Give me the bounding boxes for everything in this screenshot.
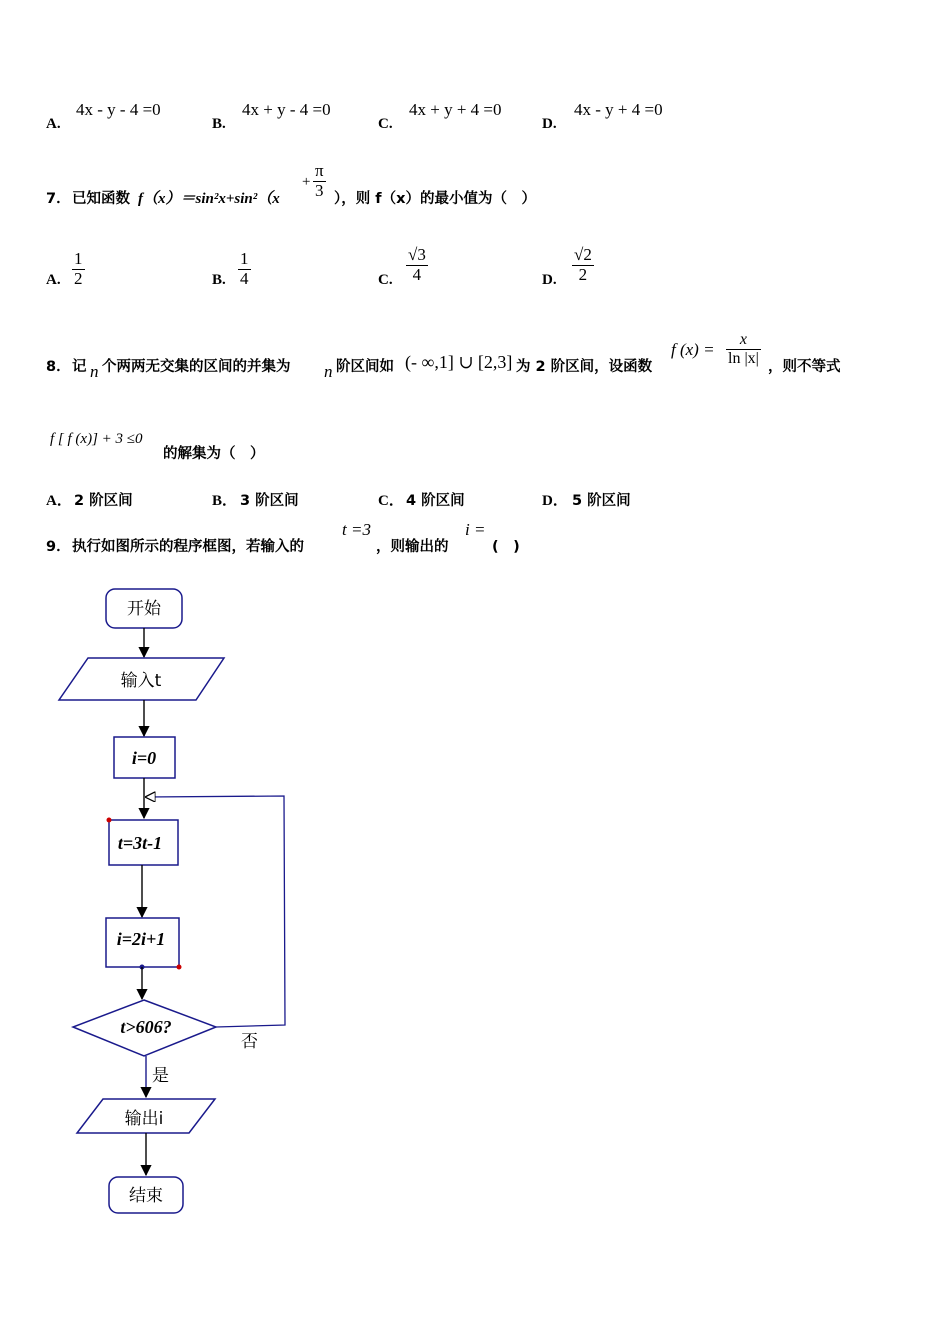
flow-dot-3 (177, 965, 182, 970)
q7-option-d-num: √2 (574, 245, 592, 264)
q6-option-c-label: C. (378, 116, 393, 132)
flow-input-text: 输入t (120, 671, 162, 691)
flow-condition-text: t>606? (120, 1017, 172, 1037)
flow-yes-label: 是 (152, 1066, 169, 1086)
q9-text-3: ( ) (492, 539, 520, 555)
q7-stem-prefix: 已知函数 (72, 191, 130, 207)
q8-f-num: x (739, 331, 747, 348)
q8-text-3: 阶区间如 (336, 359, 394, 375)
q6-option-a-expr: 4x - y - 4 =0 (76, 100, 161, 119)
q6-option-b-expr: 4x + y - 4 =0 (242, 100, 331, 119)
q6-option-a-label: A. (46, 116, 61, 132)
q7-option-d-label: D. (542, 272, 557, 288)
q7-function: f（x）＝sin²x+sin²（x (138, 191, 280, 207)
q7-option-b-num: 1 (240, 249, 249, 268)
q8-f-lhs: f (x) = (671, 340, 715, 359)
q7-plus: + (302, 174, 311, 190)
q8-text-6: 的解集为（ ） (163, 446, 265, 462)
flow-output-text: 输出i (124, 1109, 164, 1129)
q7-option-b-den: 4 (240, 268, 249, 288)
flow-init-text: i=0 (131, 748, 157, 768)
q9-t-input: t =3 (342, 520, 371, 539)
q8-option-b-label: B． (212, 493, 238, 509)
q8-text-1: 记 (72, 359, 87, 375)
q8-option-c-text: 4 阶区间 (406, 493, 465, 509)
q7-stem-suffix: ），则 f（x）的最小值为（ ） (334, 191, 536, 207)
flow-step1-text: t=3t-1 (117, 833, 163, 853)
flow-no-label: 否 (241, 1032, 258, 1052)
q7-option-a-num: 1 (74, 249, 83, 268)
q8-option-d-label: D． (542, 493, 568, 509)
q8-n2: n (324, 362, 333, 381)
q7-option-c-den: 4 (412, 264, 422, 284)
q6-option-d-label: D. (542, 116, 557, 132)
q8-option-d-text: 5 阶区间 (572, 493, 631, 509)
q7-option-d-den: 2 (578, 264, 588, 284)
q8-interval: (- ∞,1] ∪ [2,3] (405, 352, 513, 372)
q8-text-5: ，则不等式 (768, 359, 841, 375)
flow-step2-text: i=2i+1 (116, 929, 166, 949)
q8-option-a-label: A． (46, 493, 72, 509)
q8-n1: n (90, 362, 99, 381)
q7-three: 3 (315, 180, 324, 200)
q7-option-b-label: B. (212, 272, 226, 288)
q8-option-b-text: 3 阶区间 (240, 493, 299, 509)
q8-option-a-text: 2 阶区间 (74, 493, 133, 509)
q9-number: 9． (46, 539, 71, 555)
q8-number: 8． (46, 359, 71, 375)
flow-end-text: 结束 (129, 1186, 163, 1206)
flow-start-text: 开始 (127, 599, 161, 619)
q7-number: 7． (46, 191, 71, 207)
q6-option-b-label: B. (212, 116, 226, 132)
q8-text-4: 为 2 阶区间，设函数 (516, 359, 653, 375)
q7-pi: π (315, 161, 324, 180)
q8-option-c-label: C． (378, 493, 404, 509)
q7-option-a-den: 2 (74, 268, 83, 288)
q9-i-output: i = (465, 520, 486, 539)
flow-dot-1 (107, 818, 112, 823)
q9-text-2: ，则输出的 (376, 539, 449, 555)
q8-f-den: ln |x| (728, 349, 759, 367)
q7-option-c-label: C. (378, 272, 393, 288)
q6-option-c-expr: 4x + y + 4 =0 (409, 100, 502, 119)
q8-text-2: 个两两无交集的区间的并集为 (102, 359, 291, 375)
q9-text-1: 执行如图所示的程序框图，若输入的 (72, 539, 304, 555)
q7-option-a-label: A. (46, 272, 61, 288)
q6-option-d-expr: 4x - y + 4 =0 (574, 100, 663, 119)
q8-inequality: f [ f (x)] + 3 ≤0 (50, 431, 143, 447)
q7-option-c-num: √3 (408, 245, 426, 264)
